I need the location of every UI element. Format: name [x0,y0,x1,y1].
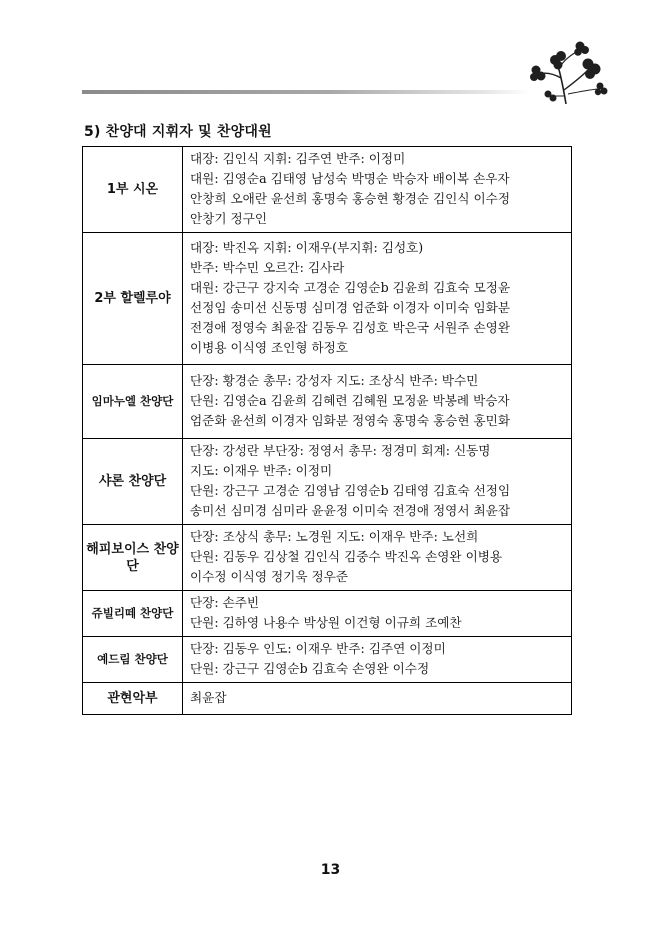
member-line: 안창기 정구인 [190,211,267,226]
member-line: 반주: 박수민 오르간: 김사라 [190,260,345,275]
members-cell [183,147,572,233]
member-line: 선정임 송미선 신동명 심미경 엄준화 이경자 이미숙 임화분 [190,300,510,315]
member-line: 단장: 황경순 총무: 강성자 지도: 조상식 반주: 박수민 [190,373,479,388]
member-line: 대원: 강근구 강지숙 고경순 김영순b 김윤희 김효숙 모정윤 [190,280,511,295]
group-name: 1부 시온 [83,147,183,233]
member-line: 이수정 이식영 정기욱 정우준 [190,569,348,584]
table-row [83,365,572,439]
group-name: 쥬빌리떼 찬양단 [83,591,183,637]
members-cell [183,591,572,637]
member-line: 단장: 손주빈 [190,595,260,610]
member-line: 이병용 이식영 조인형 하정호 [190,340,348,355]
members-cell [183,525,572,591]
members-cell [183,233,572,365]
member-line: 안창희 오애란 윤선희 홍명숙 홍승현 황경순 김인식 이수정 [190,191,510,206]
member-line: 단원: 강근구 고경순 김영남 김영순b 김태영 김효숙 선정임 [190,483,511,498]
member-line: 단원: 김영순a 김윤희 김혜련 김혜원 모정윤 박봉례 박승자 [190,393,510,408]
member-line: 엄준화 윤선희 이경자 임화분 정영숙 홍명숙 홍승현 홍민화 [190,413,510,428]
member-line: 최윤잡 [190,690,227,705]
member-line: 단장: 조상식 총무: 노경원 지도: 이재우 반주: 노선희 [190,529,479,544]
member-line: 송미선 심미경 심미라 윤윤정 이미숙 전경애 정영서 최윤잡 [190,503,510,518]
group-name: 해피보이스 찬양단 [83,525,183,591]
clover-plant-icon [528,34,610,106]
member-line: 단원: 강근구 김영순b 김효숙 손영완 이수정 [190,661,430,676]
member-line: 단장: 강성란 부단장: 정영서 총무: 정경미 회계: 신동명 [190,443,491,458]
member-line: 대장: 박진옥 지휘: 이재우(부지휘: 김성호) [190,240,424,255]
members-cell [183,637,572,683]
group-name: 예드림 찬양단 [83,637,183,683]
table-row [83,591,572,637]
table-row [83,439,572,525]
member-line: 대장: 김인식 지휘: 김주연 반주: 이정미 [190,151,406,166]
group-name: 관현악부 [83,683,183,715]
member-line: 단원: 김동우 김상철 김인식 김중수 박진옥 손영완 이병용 [190,549,503,564]
members-cell [183,439,572,525]
table-row [83,525,572,591]
member-line: 단장: 김동우 인도: 이재우 반주: 김주연 이정미 [190,641,446,656]
member-line: 지도: 이재우 반주: 이정미 [190,463,333,478]
group-name: 2부 할렐루야 [83,233,183,365]
page-number: 13 [320,862,341,878]
member-line: 단원: 김하영 나용수 박상원 이건형 이규희 조예찬 [190,615,462,630]
members-cell [183,683,572,715]
table-row [83,233,572,365]
choir-roster-table [82,146,572,715]
member-line: 대원: 김영순a 김태영 남성숙 박명순 박승자 배이복 손우자 [190,171,510,186]
group-name: 임마누엘 찬양단 [83,365,183,439]
table-row [83,147,572,233]
table-row [83,683,572,715]
member-line: 전경애 정영숙 최윤잡 김동우 김성호 박은국 서원주 손영완 [190,320,510,335]
group-name: 샤론 찬양단 [83,439,183,525]
header-rule [82,90,530,94]
members-cell [183,365,572,439]
section-title: 5) 찬양대 지휘자 및 찬양대원 [84,124,272,140]
table-row [83,637,572,683]
